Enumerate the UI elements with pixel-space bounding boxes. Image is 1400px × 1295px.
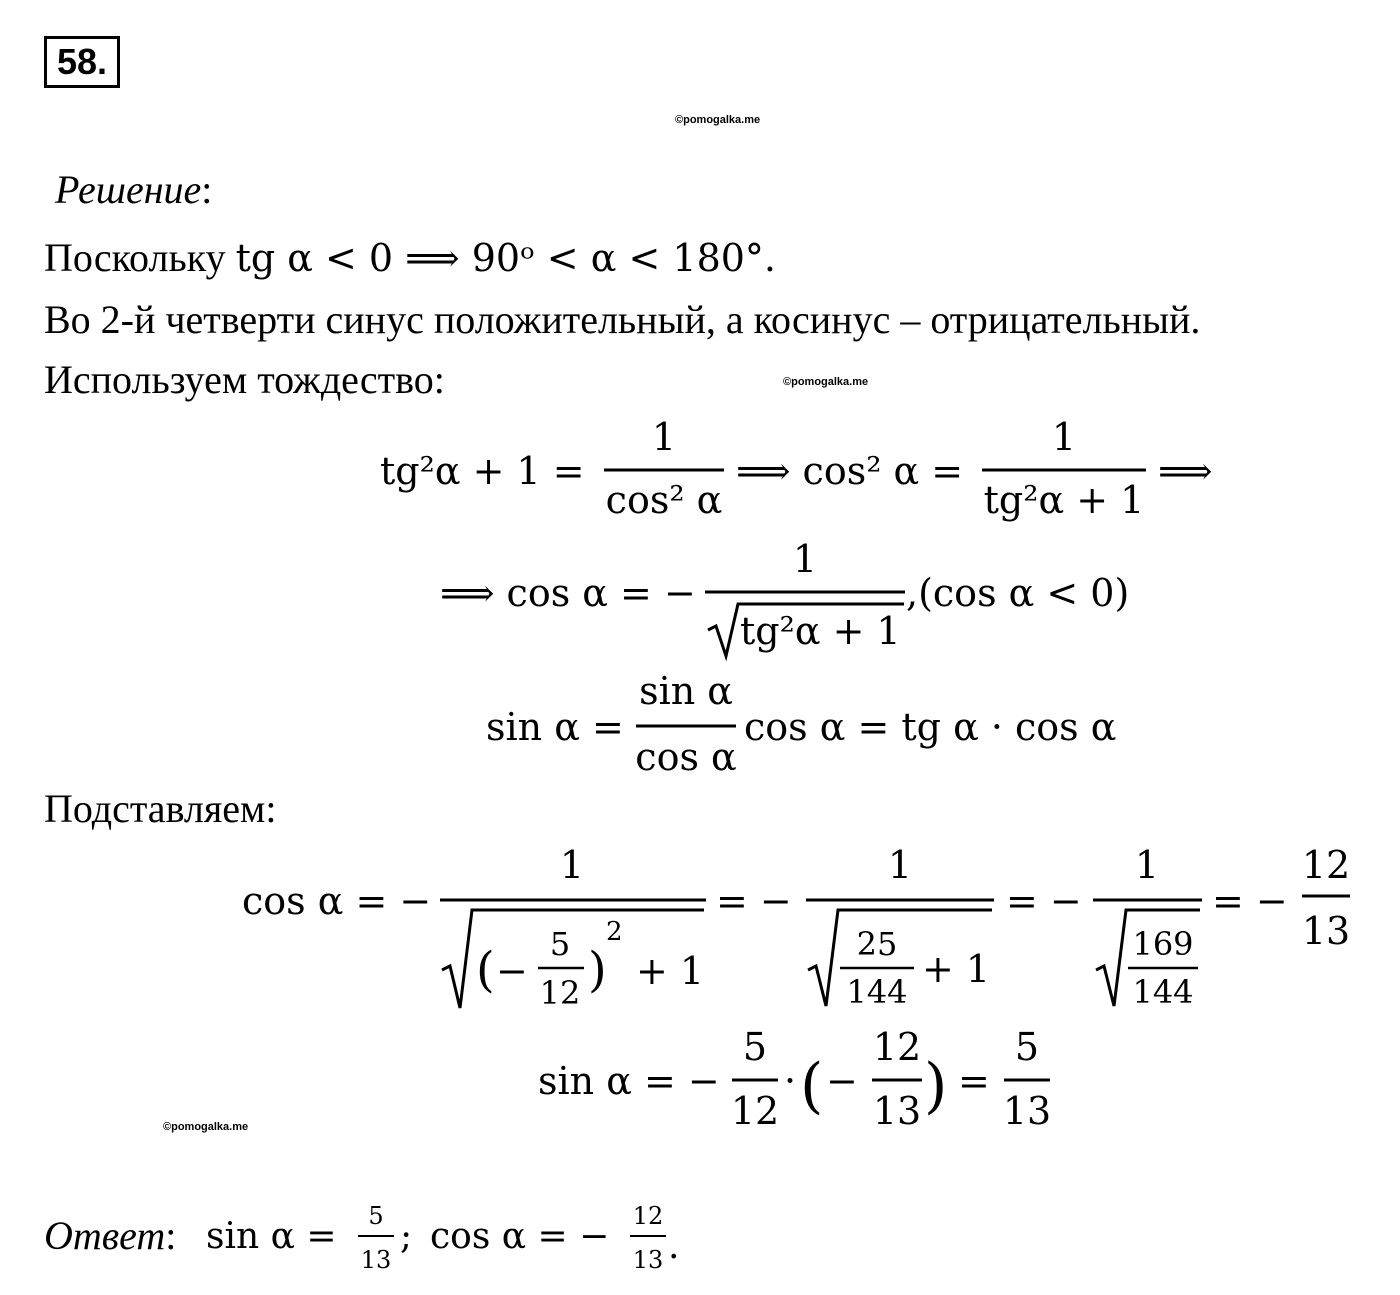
answer-sep: ; <box>400 1216 413 1257</box>
eq5-minus: − <box>826 1059 858 1103</box>
eq4-f1-minus: − <box>496 949 528 993</box>
eq2-left: ⟹ cos α = − <box>440 571 696 615</box>
eq5-f1-den: 12 <box>730 1089 780 1133</box>
eq4-f1-exp: 2 <box>606 917 623 947</box>
quadrant-signs-text: Во 2-й четверти синус положительный, а косинус – отрицательный. <box>44 297 1201 342</box>
answer-label: Ответ <box>44 1213 166 1258</box>
eq4-result-num: 12 <box>1301 843 1351 887</box>
formula-block <box>0 400 1400 1150</box>
eq4-f1-plus1: + 1 <box>636 949 705 993</box>
eq1-left: tg²α + 1 = <box>380 449 585 493</box>
problem-number: 58. <box>44 36 120 88</box>
eq4-eq1: = − <box>716 879 792 923</box>
eq5-f2-num: 12 <box>872 1025 922 1069</box>
eq2-den: tg²α + 1 <box>740 609 901 653</box>
eq1-frac1-num: 1 <box>651 415 677 459</box>
watermark-bottom: ©pomogalka.me <box>163 1121 249 1133</box>
eq4-f1-paren-open: ( <box>476 942 495 998</box>
answer-end: . <box>668 1226 680 1267</box>
eq2-num: 1 <box>792 537 818 581</box>
eq1-mid: ⟹ cos² α = <box>736 449 964 493</box>
eq4-result-den: 13 <box>1301 909 1351 953</box>
eq3-num: sin α <box>639 669 733 713</box>
eq1-tail: ⟹ <box>1158 449 1213 493</box>
answer-cos-num: 12 <box>632 1202 664 1230</box>
eq5-paren-open: ( <box>800 1051 824 1121</box>
eq4-f1-inner-num: 5 <box>549 925 571 963</box>
eq5-paren-close: ) <box>924 1051 948 1121</box>
eq4-f2-inner-den: 144 <box>846 973 908 1011</box>
line1-prefix: Поскольку <box>44 235 226 280</box>
eq5-f3-den: 13 <box>1002 1089 1052 1133</box>
eq5-eq: = <box>958 1059 990 1103</box>
eq5-f2-den: 13 <box>872 1089 922 1133</box>
eq4-f1-inner-den: 12 <box>539 974 581 1012</box>
solution-label: Решение <box>55 167 202 212</box>
answer-cos-den: 13 <box>632 1246 664 1274</box>
eq4-left: cos α = − <box>242 879 432 923</box>
eq3-left: sin α = <box>486 705 624 749</box>
eq4-f2-num: 1 <box>887 843 913 887</box>
eq4-eq3: = − <box>1212 879 1288 923</box>
eq4-f3-inner-num: 169 <box>1132 925 1194 963</box>
eq1-frac2-den: tg²α + 1 <box>983 478 1145 522</box>
answer-sin-den: 13 <box>360 1246 392 1274</box>
quadrant-condition <box>44 234 776 282</box>
eq3-den: cos α <box>635 735 737 779</box>
solution-heading: Решение: <box>55 167 213 212</box>
eq5-f3-num: 5 <box>1014 1025 1040 1069</box>
eq1-frac1-den: cos² α <box>605 478 723 522</box>
eq5-left: sin α = − <box>538 1059 720 1103</box>
line1-math: tg α < 0 ⟹ 90ᵒ < α < 180°. <box>235 236 776 280</box>
answer-cos: cos α = − <box>430 1216 610 1257</box>
eq5-dot: · <box>784 1059 797 1103</box>
watermark-middle: ©pomogalka.me <box>783 376 869 388</box>
eq4-f3-num: 1 <box>1134 843 1160 887</box>
eq1-frac2-num: 1 <box>1051 415 1077 459</box>
answer-sin: sin α = <box>206 1216 337 1257</box>
substitute-label: Подставляем: <box>44 786 277 831</box>
answer-line: Ответ: <box>44 1213 177 1258</box>
eq4-f2-plus1: + 1 <box>922 947 991 991</box>
eq2-cond: ,(cos α < 0) <box>906 571 1130 615</box>
watermark-top: ©pomogalka.me <box>675 114 761 126</box>
eq5-f1-num: 5 <box>742 1025 768 1069</box>
eq4-f1-paren-close: ) <box>588 942 607 998</box>
eq3-right: cos α = tg α · cos α <box>744 705 1117 749</box>
answer-formula <box>200 1196 720 1286</box>
eq4-f3-inner-den: 144 <box>1132 973 1194 1011</box>
eq4-f1-num: 1 <box>559 843 585 887</box>
identity-intro-text: Используем тождество: <box>44 357 445 402</box>
eq4-eq2: = − <box>1006 879 1082 923</box>
eq4-f2-inner-num: 25 <box>856 925 898 963</box>
answer-sin-num: 5 <box>368 1202 384 1230</box>
